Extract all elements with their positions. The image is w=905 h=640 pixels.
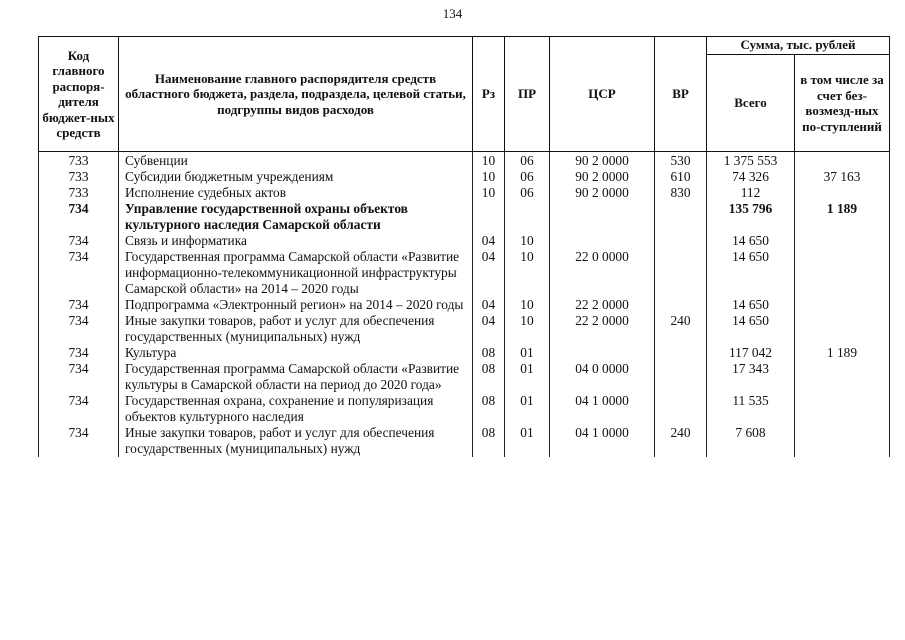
cell-code: 734: [39, 425, 119, 457]
cell-code: 734: [39, 233, 119, 249]
cell-name: Государственная программа Самарской области «Развитие культуры в Самарской области на период до 2020 года»: [119, 361, 473, 393]
cell-rz: 10: [473, 152, 505, 170]
cell-name: Иные закупки товаров, работ и услуг для обеспечения государственных (муниципальных) нужд: [119, 425, 473, 457]
cell-vr: 830: [655, 185, 707, 201]
cell-csr: 90 2 0000: [550, 169, 655, 185]
cell-pr: 01: [505, 345, 550, 361]
cell-code: 733: [39, 185, 119, 201]
cell-incl: [795, 185, 890, 201]
cell-csr: 04 0 0000: [550, 361, 655, 393]
header-sum: Сумма, тыс. рублей: [707, 37, 890, 55]
cell-name: Культура: [119, 345, 473, 361]
cell-vr: 240: [655, 313, 707, 345]
cell-pr: 10: [505, 249, 550, 297]
cell-vr: [655, 345, 707, 361]
cell-name: Государственная программа Самарской области «Развитие информационно-телекоммуникационной инфраструктуры Самарской области» на 2014 – 2020 годы: [119, 249, 473, 297]
cell-incl: 37 163: [795, 169, 890, 185]
cell-rz: 08: [473, 345, 505, 361]
page-number: 134: [442, 6, 463, 21]
cell-name: Государственная охрана, сохранение и популяризация объектов культурного наследия: [119, 393, 473, 425]
cell-pr: 10: [505, 297, 550, 313]
header-incl: в том числе за счет без-возмезд-ных по-ступлений: [795, 55, 890, 152]
table-row: [39, 393, 890, 425]
cell-incl: [795, 297, 890, 313]
cell-total: 14 650: [707, 249, 795, 297]
table-row: [39, 249, 890, 297]
table-row: [39, 201, 890, 233]
cell-csr: 90 2 0000: [550, 152, 655, 170]
cell-incl: [795, 425, 890, 457]
cell-rz: 04: [473, 297, 505, 313]
cell-pr: [505, 201, 550, 233]
cell-name: Субвенции: [119, 152, 473, 170]
table-row: [39, 425, 890, 457]
cell-csr: 22 2 0000: [550, 313, 655, 345]
cell-code: 734: [39, 393, 119, 425]
cell-rz: 10: [473, 185, 505, 201]
cell-pr: 06: [505, 152, 550, 170]
cell-total: 1 375 553: [707, 152, 795, 170]
cell-vr: [655, 249, 707, 297]
table-row: [39, 169, 890, 185]
cell-name: Иные закупки товаров, работ и услуг для обеспечения государственных (муниципальных) нужд: [119, 313, 473, 345]
cell-pr: 10: [505, 313, 550, 345]
header-pr: ПР: [505, 37, 550, 152]
cell-total: 74 326: [707, 169, 795, 185]
table-row: [39, 345, 890, 361]
cell-total: 14 650: [707, 233, 795, 249]
cell-pr: 06: [505, 169, 550, 185]
table-row: [39, 185, 890, 201]
header-vr: ВР: [655, 37, 707, 152]
budget-table: [38, 36, 890, 457]
cell-vr: [655, 201, 707, 233]
header-name: Наименование главного распорядителя средств областного бюджета, раздела, подраздела, целевой статьи, подгруппы видов расходов: [119, 37, 473, 152]
cell-code: 733: [39, 169, 119, 185]
header-total: Всего: [707, 55, 795, 152]
cell-name: Связь и информатика: [119, 233, 473, 249]
table-row: [39, 297, 890, 313]
cell-pr: 06: [505, 185, 550, 201]
cell-pr: 01: [505, 425, 550, 457]
cell-vr: 610: [655, 169, 707, 185]
header-csr: ЦСР: [550, 37, 655, 152]
cell-code: 734: [39, 361, 119, 393]
cell-code: 734: [39, 201, 119, 233]
cell-csr: 04 1 0000: [550, 425, 655, 457]
cell-total: 17 343: [707, 361, 795, 393]
cell-pr: 01: [505, 361, 550, 393]
table-body: [39, 152, 890, 458]
cell-incl: [795, 361, 890, 393]
cell-name: Подпрограмма «Электронный регион» на 2014 – 2020 годы: [119, 297, 473, 313]
cell-csr: 22 0 0000: [550, 249, 655, 297]
cell-csr: [550, 233, 655, 249]
cell-incl: 1 189: [795, 201, 890, 233]
cell-vr: [655, 297, 707, 313]
cell-total: 135 796: [707, 201, 795, 233]
cell-code: 734: [39, 313, 119, 345]
cell-code: 734: [39, 297, 119, 313]
cell-rz: 10: [473, 169, 505, 185]
cell-csr: [550, 345, 655, 361]
cell-rz: 04: [473, 249, 505, 297]
cell-name: Управление государственной охраны объектов культурного наследия Самарской области: [119, 201, 473, 233]
cell-incl: 1 189: [795, 345, 890, 361]
cell-rz: 08: [473, 361, 505, 393]
cell-total: 7 608: [707, 425, 795, 457]
cell-total: 14 650: [707, 297, 795, 313]
header-code: Код главного распоря-дителя бюджет-ных средств: [39, 37, 119, 152]
cell-pr: 01: [505, 393, 550, 425]
cell-csr: [550, 201, 655, 233]
cell-pr: 10: [505, 233, 550, 249]
cell-incl: [795, 152, 890, 170]
cell-vr: [655, 233, 707, 249]
cell-total: 112: [707, 185, 795, 201]
cell-incl: [795, 233, 890, 249]
cell-rz: 04: [473, 313, 505, 345]
header-rz: Рз: [473, 37, 505, 152]
cell-total: 11 535: [707, 393, 795, 425]
cell-code: 733: [39, 152, 119, 170]
cell-name: Исполнение судебных актов: [119, 185, 473, 201]
cell-incl: [795, 393, 890, 425]
cell-vr: 240: [655, 425, 707, 457]
cell-csr: 90 2 0000: [550, 185, 655, 201]
cell-code: 734: [39, 345, 119, 361]
table-row: [39, 313, 890, 345]
cell-vr: 530: [655, 152, 707, 170]
cell-rz: 08: [473, 393, 505, 425]
cell-rz: 04: [473, 233, 505, 249]
cell-total: 14 650: [707, 313, 795, 345]
table-row: [39, 233, 890, 249]
cell-code: 734: [39, 249, 119, 297]
cell-total: 117 042: [707, 345, 795, 361]
cell-vr: [655, 361, 707, 393]
cell-rz: [473, 201, 505, 233]
cell-csr: 22 2 0000: [550, 297, 655, 313]
cell-incl: [795, 249, 890, 297]
cell-rz: 08: [473, 425, 505, 457]
cell-name: Субсидии бюджетным учреждениям: [119, 169, 473, 185]
cell-csr: 04 1 0000: [550, 393, 655, 425]
cell-vr: [655, 393, 707, 425]
cell-incl: [795, 313, 890, 345]
table-row: [39, 361, 890, 393]
table-row: [39, 152, 890, 170]
